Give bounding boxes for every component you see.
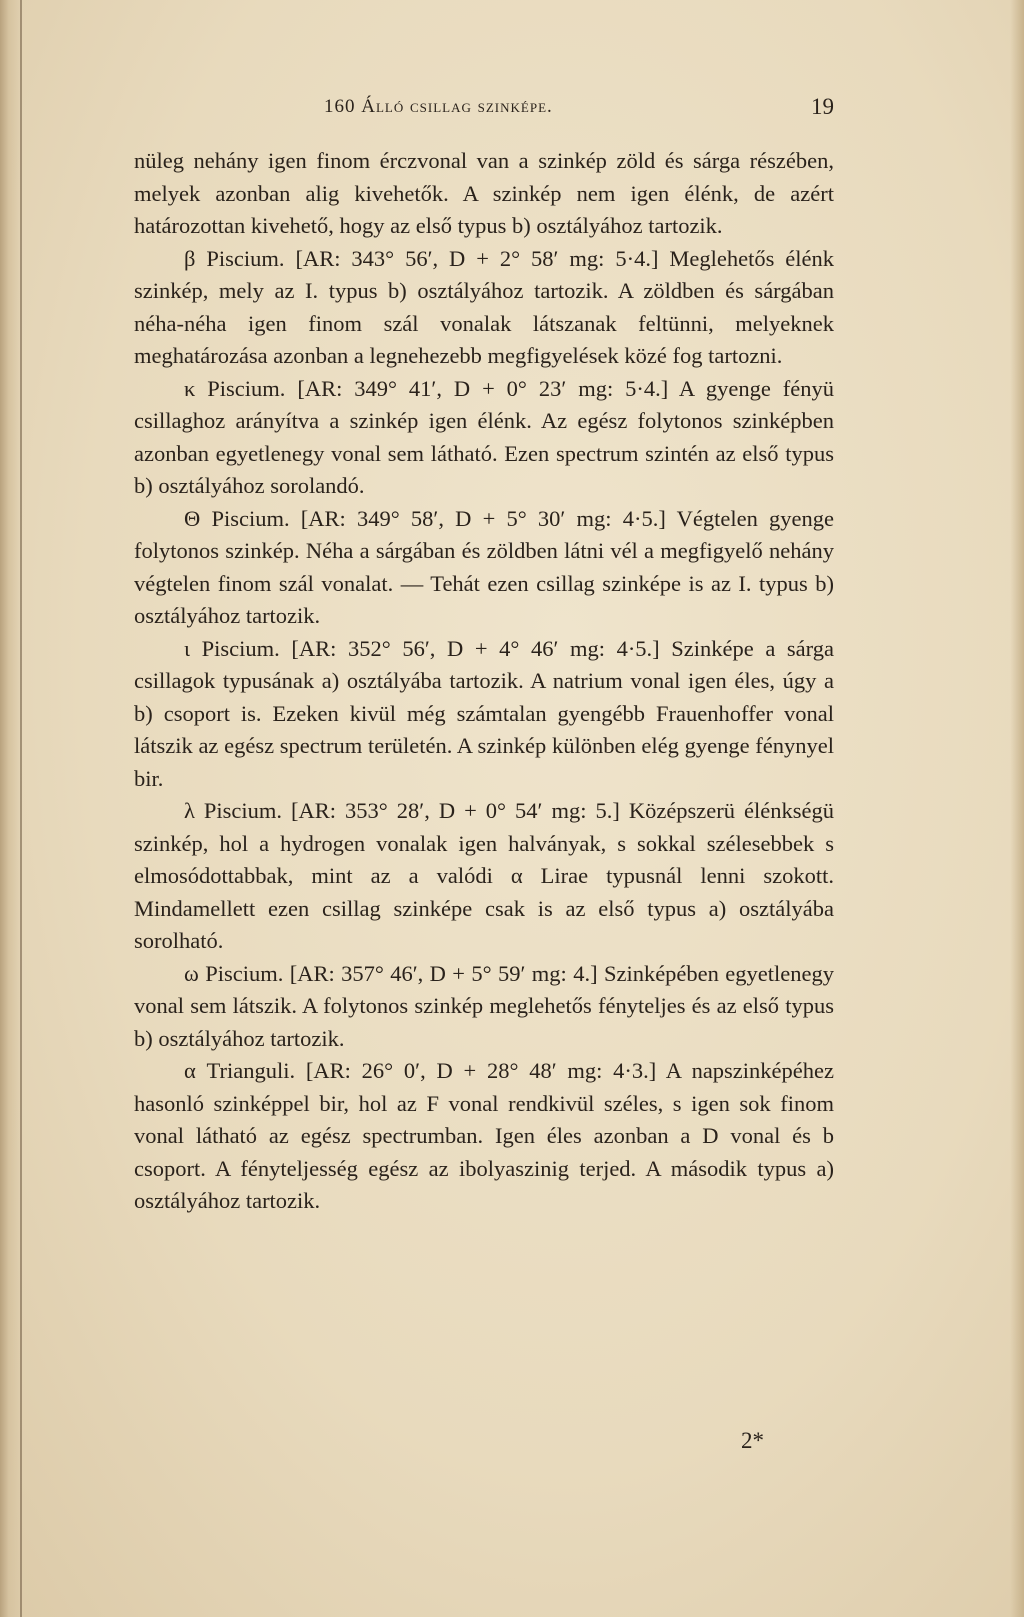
paragraph-theta-piscium: Θ Piscium. [AR: 349° 58′, D + 5° 30′ mg: 4·5.] Végtelen gyenge folytonos szinkép. Néha a sárgában és zöldben látni vél a megfigyelő nehány végtelen finom szál vonalat. — Tehát ezen csillag szinképe is az I. typus b) osztályához tartozik. bbox=[134, 505, 834, 628]
paragraph-beta-piscium: β Piscium. [AR: 343° 56′, D + 2° 58′ mg: 5·4.] Meglehetős élénk szinkép, mely az I. typus b) osztályához tartozik. A zöldben és sárgában néha-néha igen finom szál vonalak látszanak feltünni, melyeknek meghatározása azonban a legnehezebb megfigyelések közé fog tartozni. bbox=[134, 245, 834, 368]
running-header bbox=[134, 96, 834, 126]
paragraph-lambda-piscium: λ Piscium. [AR: 353° 28′, D + 0° 54′ mg: 5.] Középszerü élénkségü szinkép, hol a hydrogen vonalak igen halványak, s sokkal szélesebbek s elmosódottabbak, mint az a valódi α Lirae typusnál lenni szokott. Mindamellett ezen csillag szinképe csak is az első typus a) osztályába sorolható. bbox=[134, 798, 834, 953]
paragraph-iota-piscium: ι Piscium. [AR: 352° 56′, D + 4° 46′ mg: 4·5.] Szinképe a sárga csillagok typusának a) osztályába tartozik. A natrium vonal igen éles, úgy a b) csoport is. Ezeken kivül még számtalan gyengébb Frauenhoffer vonal látszik az egész spectrum területén. A szinkép különben elég gyenge fénynyel bir. bbox=[134, 635, 834, 791]
paragraph-kappa-piscium: κ Piscium. [AR: 349° 41′, D + 0° 23′ mg: 5·4.] A gyenge fényü csillaghoz arányítva a szinkép igen élénk. Az egész folytonos szinképben azonban egyetlenegy vonal sem látható. Ezen spectrum szintén az első typus b) osztályához sorolandó. bbox=[134, 375, 834, 498]
body-text bbox=[134, 145, 834, 1218]
gutter-line bbox=[20, 0, 22, 1617]
paragraph-continuation: nüleg nehány igen finom érczvonal van a szinkép zöld és sárga részében, melyek azonban alig kivehetők. A szinkép nem igen élénk, de azért határozottan kivehető, hogy az első typus b) osztályához tartozik. bbox=[134, 148, 834, 238]
paragraph-alpha-trianguli: α Trianguli. [AR: 26° 0′, D + 28° 48′ mg: 4·3.] A napszinképéhez hasonló szinképpel bir, hol az F vonal rendkivül széles, s igen sok finom vonal látható az egész spectrumban. Igen éles azonban a D vonal és b csoport. A fényteljesség egész az ibolyaszinig terjed. A második typus a) osztályához tartozik. bbox=[134, 1058, 834, 1213]
paragraph-omega-piscium: ω Piscium. [AR: 357° 46′, D + 5° 59′ mg: 4.] Szinképében egyetlenegy vonal sem látszik. A folytonos szinkép meglehetős fényteljes és az első typus b) osztályához tartozik. bbox=[134, 960, 834, 1051]
signature-mark: 2* bbox=[741, 1428, 764, 1453]
page-edge-shadow bbox=[1010, 0, 1024, 1617]
page-number: 19 bbox=[811, 94, 834, 119]
page-binding-shadow bbox=[0, 0, 22, 1617]
header-title: 160 Álló csillag szinképe. bbox=[324, 96, 553, 117]
